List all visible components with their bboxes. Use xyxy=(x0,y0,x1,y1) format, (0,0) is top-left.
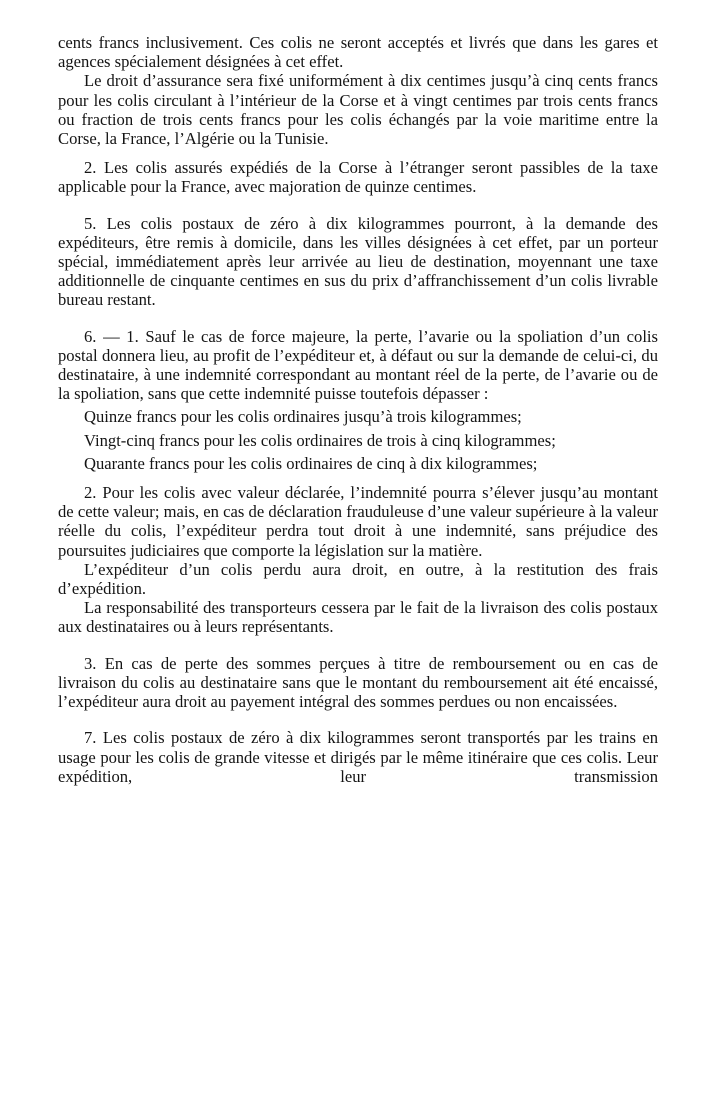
list-item-twenty-five-francs: Vingt-cinq francs pour les colis ordinaires de trois à cinq kilogrammes; xyxy=(84,430,556,450)
paragraph-declared-value: 2. Pour les colis avec valeur déclarée, l’indemnité pourra s’élever jusqu’au montant de cette valeur; mais, en cas de déclaration frauduleuse d’une valeur supérieure à la valeur réelle du colis, l’expéditeur perdra tout droit à une indemnité, sans préjudice des poursuites judiciaires que comporte la législation sur la matière. xyxy=(58,483,658,560)
paragraph-article-5: 5. Les colis postaux de zéro à dix kilogrammes pourront, à la demande des expéditeurs, être remis à domicile, dans les villes désignées à cet effet, par un porteur spécial, immédiatement après leur arrivée au lieu de destination, moyennant une taxe additionnelle de cinquante centimes en sus du prix d’affranchissement d’un colis livrable bureau restant. xyxy=(58,213,658,310)
paragraph-article-6-3: 3. En cas de perte des sommes perçues à titre de remboursement ou en cas de livraison du colis au destinataire sans que le montant du remboursement ait été encaissé, l’expéditeur aura droit au payement intégral des sommes perdues ou non encaissées. xyxy=(58,653,658,712)
paragraph-responsibility: La responsabilité des transporteurs cessera par le fait de la livraison des colis postaux aux destinataires ou à leurs représentants. xyxy=(58,598,658,637)
paragraph-2-abroad: 2. Les colis assurés expédiés de la Corse à l’étranger seront passibles de la taxe applicable pour la France, avec majoration de quinze centimes. xyxy=(58,158,658,197)
paragraph-restitution: L’expéditeur d’un colis perdu aura droit, en outre, à la restitution des frais d’expédition. xyxy=(58,559,658,599)
paragraph-insurance-fee: Le droit d’assurance sera fixé uniformément à dix centimes jusqu’à cinq cents francs pour les colis circulant à l’intérieur de la Corse et à vingt centimes par trois cents francs ou fraction de trois cents francs pour les colis échangés par la voie maritime entre la Corse, la France, l’Algérie ou la Tunisie. xyxy=(58,71,658,149)
document-page xyxy=(58,33,658,786)
paragraph-continuation: cents francs inclusivement. Ces colis ne seront acceptés et livrés que dans les gares et agences spécialement désignées à cet effet. xyxy=(58,33,658,72)
paragraph-article-7: 7. Les colis postaux de zéro à dix kilogrammes seront transportés par les trains en usage pour les colis de grande vitesse et dirigés par le même itinéraire que ces colis. Leur expédition, leur transmission xyxy=(58,728,658,786)
list-item-fifteen-francs: Quinze francs pour les colis ordinaires jusqu’à trois kilogrammes; xyxy=(84,407,522,427)
paragraph-article-6-1: 6. — 1. Sauf le cas de force majeure, la perte, l’avarie ou la spoliation d’un colis postal donnera lieu, au profit de l’expéditeur et, à défaut ou sur la demande de celui-ci, du destinataire, à une indemnité correspondant au montant réel de la perte, de l’avarie ou de la spoliation, sans que cette indemnité puisse toutefois dépasser : xyxy=(58,326,658,404)
list-item-forty-francs: Quarante francs pour les colis ordinaires de cinq à dix kilogrammes; xyxy=(84,453,538,473)
